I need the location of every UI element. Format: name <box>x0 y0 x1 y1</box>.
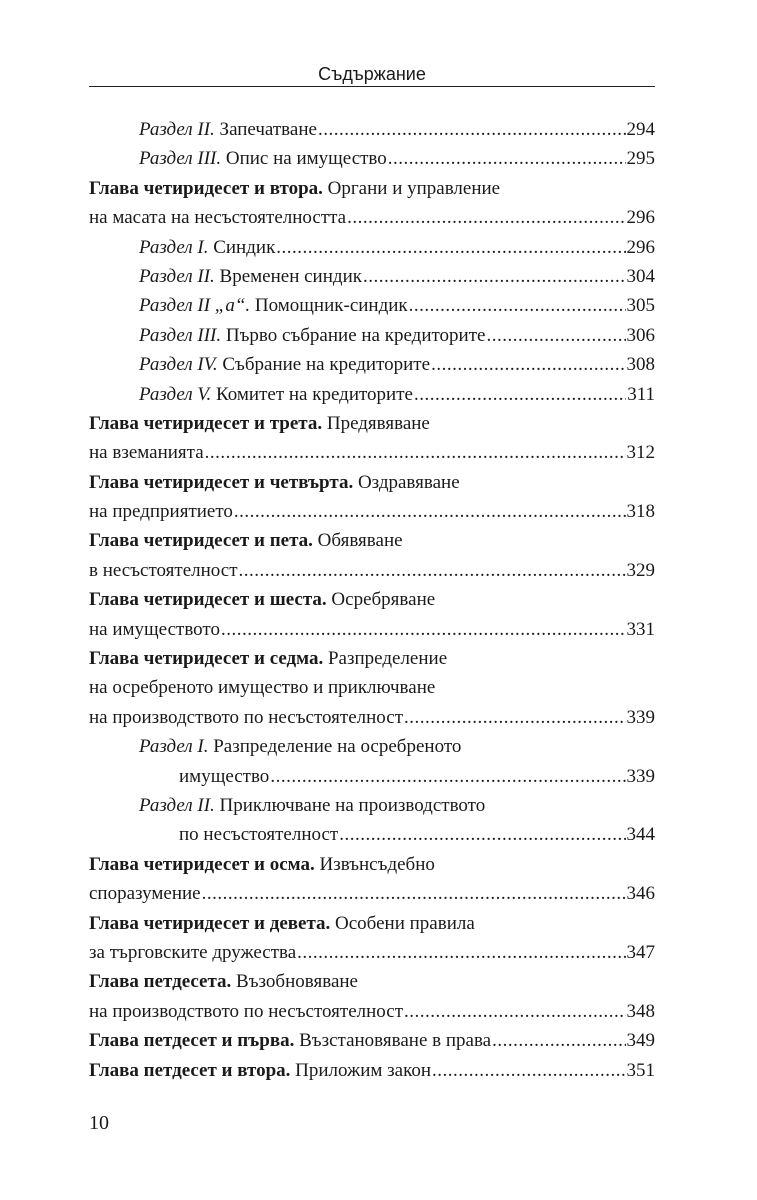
dot-leader <box>202 879 626 908</box>
toc-entry-text <box>89 468 460 497</box>
section-label: Раздел I. <box>139 236 209 258</box>
entry-title: на масата на несъстоятелността <box>89 207 347 229</box>
toc-line <box>89 115 655 144</box>
entry-title: Комитет на кредиторите <box>211 383 413 405</box>
dot-leader <box>297 938 625 967</box>
toc-entry-text <box>139 380 413 409</box>
toc-entry-text <box>89 850 435 879</box>
toc-line <box>89 762 655 791</box>
chapter-heading: Глава четиридесет и втора. <box>89 177 323 199</box>
entry-title: Разпределение на осребреното <box>208 736 462 758</box>
toc-entry-text <box>89 909 475 938</box>
toc-entry-text <box>179 762 269 791</box>
toc-line <box>89 350 655 379</box>
toc-line <box>89 791 655 820</box>
toc-line <box>89 262 655 291</box>
toc-line <box>89 615 655 644</box>
chapter-heading: Глава петдесет и първа. <box>89 1030 295 1052</box>
section-label: Раздел II. <box>139 119 215 140</box>
entry-title: Временен синдик <box>214 265 362 287</box>
section-label: Раздел II. <box>139 794 215 816</box>
toc-line <box>89 380 655 409</box>
dot-leader <box>318 115 626 144</box>
entry-title: Първо събрание на кредиторите <box>221 324 486 346</box>
toc-page-number: 347 <box>626 941 655 963</box>
toc-entry-text <box>89 585 435 614</box>
toc-entry-text <box>89 497 233 526</box>
entry-title: Запечатване <box>214 119 317 140</box>
toc-page-number: 311 <box>627 383 655 405</box>
section-label: Раздел V. <box>139 383 212 405</box>
toc-page-number: 348 <box>626 1000 655 1022</box>
toc-page-number: 296 <box>626 207 655 229</box>
dot-leader <box>404 997 626 1026</box>
toc-entry-text <box>89 615 220 644</box>
entry-title: Особени правила <box>330 912 475 934</box>
entry-title: Синдик <box>208 236 276 258</box>
toc-page-number: 295 <box>626 148 655 170</box>
dot-leader <box>404 703 626 732</box>
chapter-heading: Глава четиридесет и пета. <box>89 530 313 552</box>
toc-line <box>89 468 655 497</box>
toc-entry-text <box>89 997 403 1026</box>
entry-title: споразумение <box>89 883 201 905</box>
toc-line <box>89 556 655 585</box>
toc-line <box>89 673 655 702</box>
chapter-heading: Глава четиридесет и шеста. <box>89 589 327 611</box>
toc-page-number: 296 <box>626 236 655 258</box>
toc-line <box>89 203 655 232</box>
toc-page-number: 331 <box>626 618 655 640</box>
toc-line <box>89 732 655 761</box>
toc-page-number: 294 <box>626 119 655 140</box>
chapter-heading: Глава четиридесет и четвърта. <box>89 471 354 493</box>
entry-title: Разпределение <box>323 648 448 670</box>
entry-title: на осребреното имущество и приключване <box>89 677 436 699</box>
dot-leader <box>221 615 626 644</box>
entry-title: Възстановяване в права <box>294 1030 492 1052</box>
entry-title: на производството по несъстоятелност <box>89 706 403 728</box>
toc-page-number: 306 <box>626 324 655 346</box>
toc-line <box>89 585 655 614</box>
section-label: Раздел II. <box>139 265 215 287</box>
chapter-heading: Глава четиридесет и трета. <box>89 412 323 434</box>
toc-page-number: 339 <box>626 765 655 787</box>
toc-line <box>89 703 655 732</box>
toc-line <box>89 644 655 673</box>
toc-entry-text <box>89 673 435 702</box>
entry-title: в несъстоятелност <box>89 559 238 581</box>
toc-page-number: 329 <box>626 559 655 581</box>
toc-entry-text <box>139 115 317 144</box>
toc-line <box>89 174 655 203</box>
toc-entry-text <box>139 262 362 291</box>
dot-leader <box>432 1056 625 1085</box>
entry-title: Предявяване <box>322 412 430 434</box>
section-label: Раздел I. <box>139 736 209 758</box>
dot-leader <box>270 762 625 791</box>
toc-entry-text <box>139 791 485 820</box>
entry-title: на вземанията <box>89 442 204 464</box>
section-label: Раздел III. <box>139 148 222 170</box>
section-label: Раздел IV. <box>139 354 218 376</box>
toc-line <box>89 938 655 967</box>
section-label: Раздел III. <box>139 324 222 346</box>
toc-page-number: 351 <box>626 1059 655 1081</box>
entry-title: Органи и управление <box>322 177 501 199</box>
dot-leader <box>431 350 625 379</box>
toc-entry-text <box>139 144 387 173</box>
header-divider <box>89 86 655 87</box>
dot-leader <box>276 233 625 262</box>
dot-leader <box>234 497 626 526</box>
toc-entry-text <box>89 203 346 232</box>
entry-title: Помощник-синдик <box>250 295 408 317</box>
toc-entry-text <box>89 967 358 996</box>
entry-title: на предприятието <box>89 501 233 523</box>
toc-line <box>89 850 655 879</box>
entry-title: Оздравяване <box>353 471 460 493</box>
entry-title: Осребряване <box>326 589 436 611</box>
toc-entry-text <box>179 820 338 849</box>
dot-leader <box>339 820 625 849</box>
toc-line <box>89 1056 655 1085</box>
dot-leader <box>492 1026 625 1055</box>
toc-line <box>89 321 655 350</box>
entry-title: Опис на имущество <box>221 148 387 170</box>
toc-entry-text <box>89 1026 491 1055</box>
chapter-heading: Глава четиридесет и девета. <box>89 912 331 934</box>
table-of-contents <box>89 115 655 1085</box>
toc-entry-text <box>89 409 430 438</box>
toc-entry-text <box>89 703 403 732</box>
toc-entry-text <box>139 291 408 320</box>
dot-leader <box>409 291 626 320</box>
toc-line <box>89 997 655 1026</box>
toc-entry-text <box>89 938 296 967</box>
dot-leader <box>205 438 626 467</box>
toc-line <box>89 526 655 555</box>
toc-entry-text <box>89 879 201 908</box>
toc-page-number: 339 <box>626 706 655 728</box>
toc-entry-text <box>89 644 447 673</box>
toc-line <box>89 967 655 996</box>
toc-line <box>89 291 655 320</box>
toc-page-number: 305 <box>626 295 655 317</box>
chapter-heading: Глава четиридесет и осма. <box>89 853 315 875</box>
toc-line <box>89 820 655 849</box>
toc-line <box>89 497 655 526</box>
toc-entry-text <box>139 321 485 350</box>
toc-page-number: 308 <box>626 354 655 376</box>
toc-page-number: 318 <box>626 501 655 523</box>
toc-page-number: 349 <box>626 1030 655 1052</box>
dot-leader <box>414 380 626 409</box>
toc-line <box>89 909 655 938</box>
entry-title: Възобновяване <box>231 971 358 993</box>
chapter-heading: Глава петдесет и втора. <box>89 1059 291 1081</box>
dot-leader <box>239 556 626 585</box>
dot-leader <box>388 144 626 173</box>
toc-line <box>89 1026 655 1055</box>
chapter-heading: Глава петдесета. <box>89 971 232 993</box>
entry-title: Събрание на кредиторите <box>217 354 431 376</box>
toc-page-number: 312 <box>626 442 655 464</box>
section-label: Раздел II „а“. <box>139 295 251 317</box>
entry-title: Извънсъдебно <box>314 853 435 875</box>
entry-title: имущество <box>179 765 270 787</box>
toc-entry-text <box>139 732 461 761</box>
entry-title: на имуществото <box>89 618 220 640</box>
toc-line <box>89 438 655 467</box>
toc-entry-text <box>139 350 430 379</box>
toc-page-number: 344 <box>626 824 655 846</box>
dot-leader <box>363 262 626 291</box>
page-header-title: Съдържание <box>318 64 426 84</box>
toc-line <box>89 879 655 908</box>
dot-leader <box>486 321 625 350</box>
dot-leader <box>347 203 625 232</box>
page-number: 10 <box>89 1112 109 1134</box>
toc-entry-text <box>89 556 238 585</box>
entry-title: Приключване на производството <box>214 794 486 816</box>
toc-line <box>89 233 655 262</box>
toc-entry-text <box>89 174 500 203</box>
toc-entry-text <box>89 438 204 467</box>
entry-title: по несъстоятелност <box>179 824 339 846</box>
entry-title: за търговските дружества <box>89 941 297 963</box>
toc-line <box>89 144 655 173</box>
toc-page-number: 304 <box>626 265 655 287</box>
toc-page-number: 346 <box>626 883 655 905</box>
toc-entry-text <box>139 233 275 262</box>
toc-line <box>89 409 655 438</box>
entry-title: Обявяване <box>312 530 403 552</box>
entry-title: Приложим закон <box>290 1059 432 1081</box>
entry-title: на производството по несъстоятелност <box>89 1000 403 1022</box>
chapter-heading: Глава четиридесет и седма. <box>89 648 324 670</box>
toc-entry-text <box>89 1056 431 1085</box>
toc-entry-text <box>89 526 403 555</box>
